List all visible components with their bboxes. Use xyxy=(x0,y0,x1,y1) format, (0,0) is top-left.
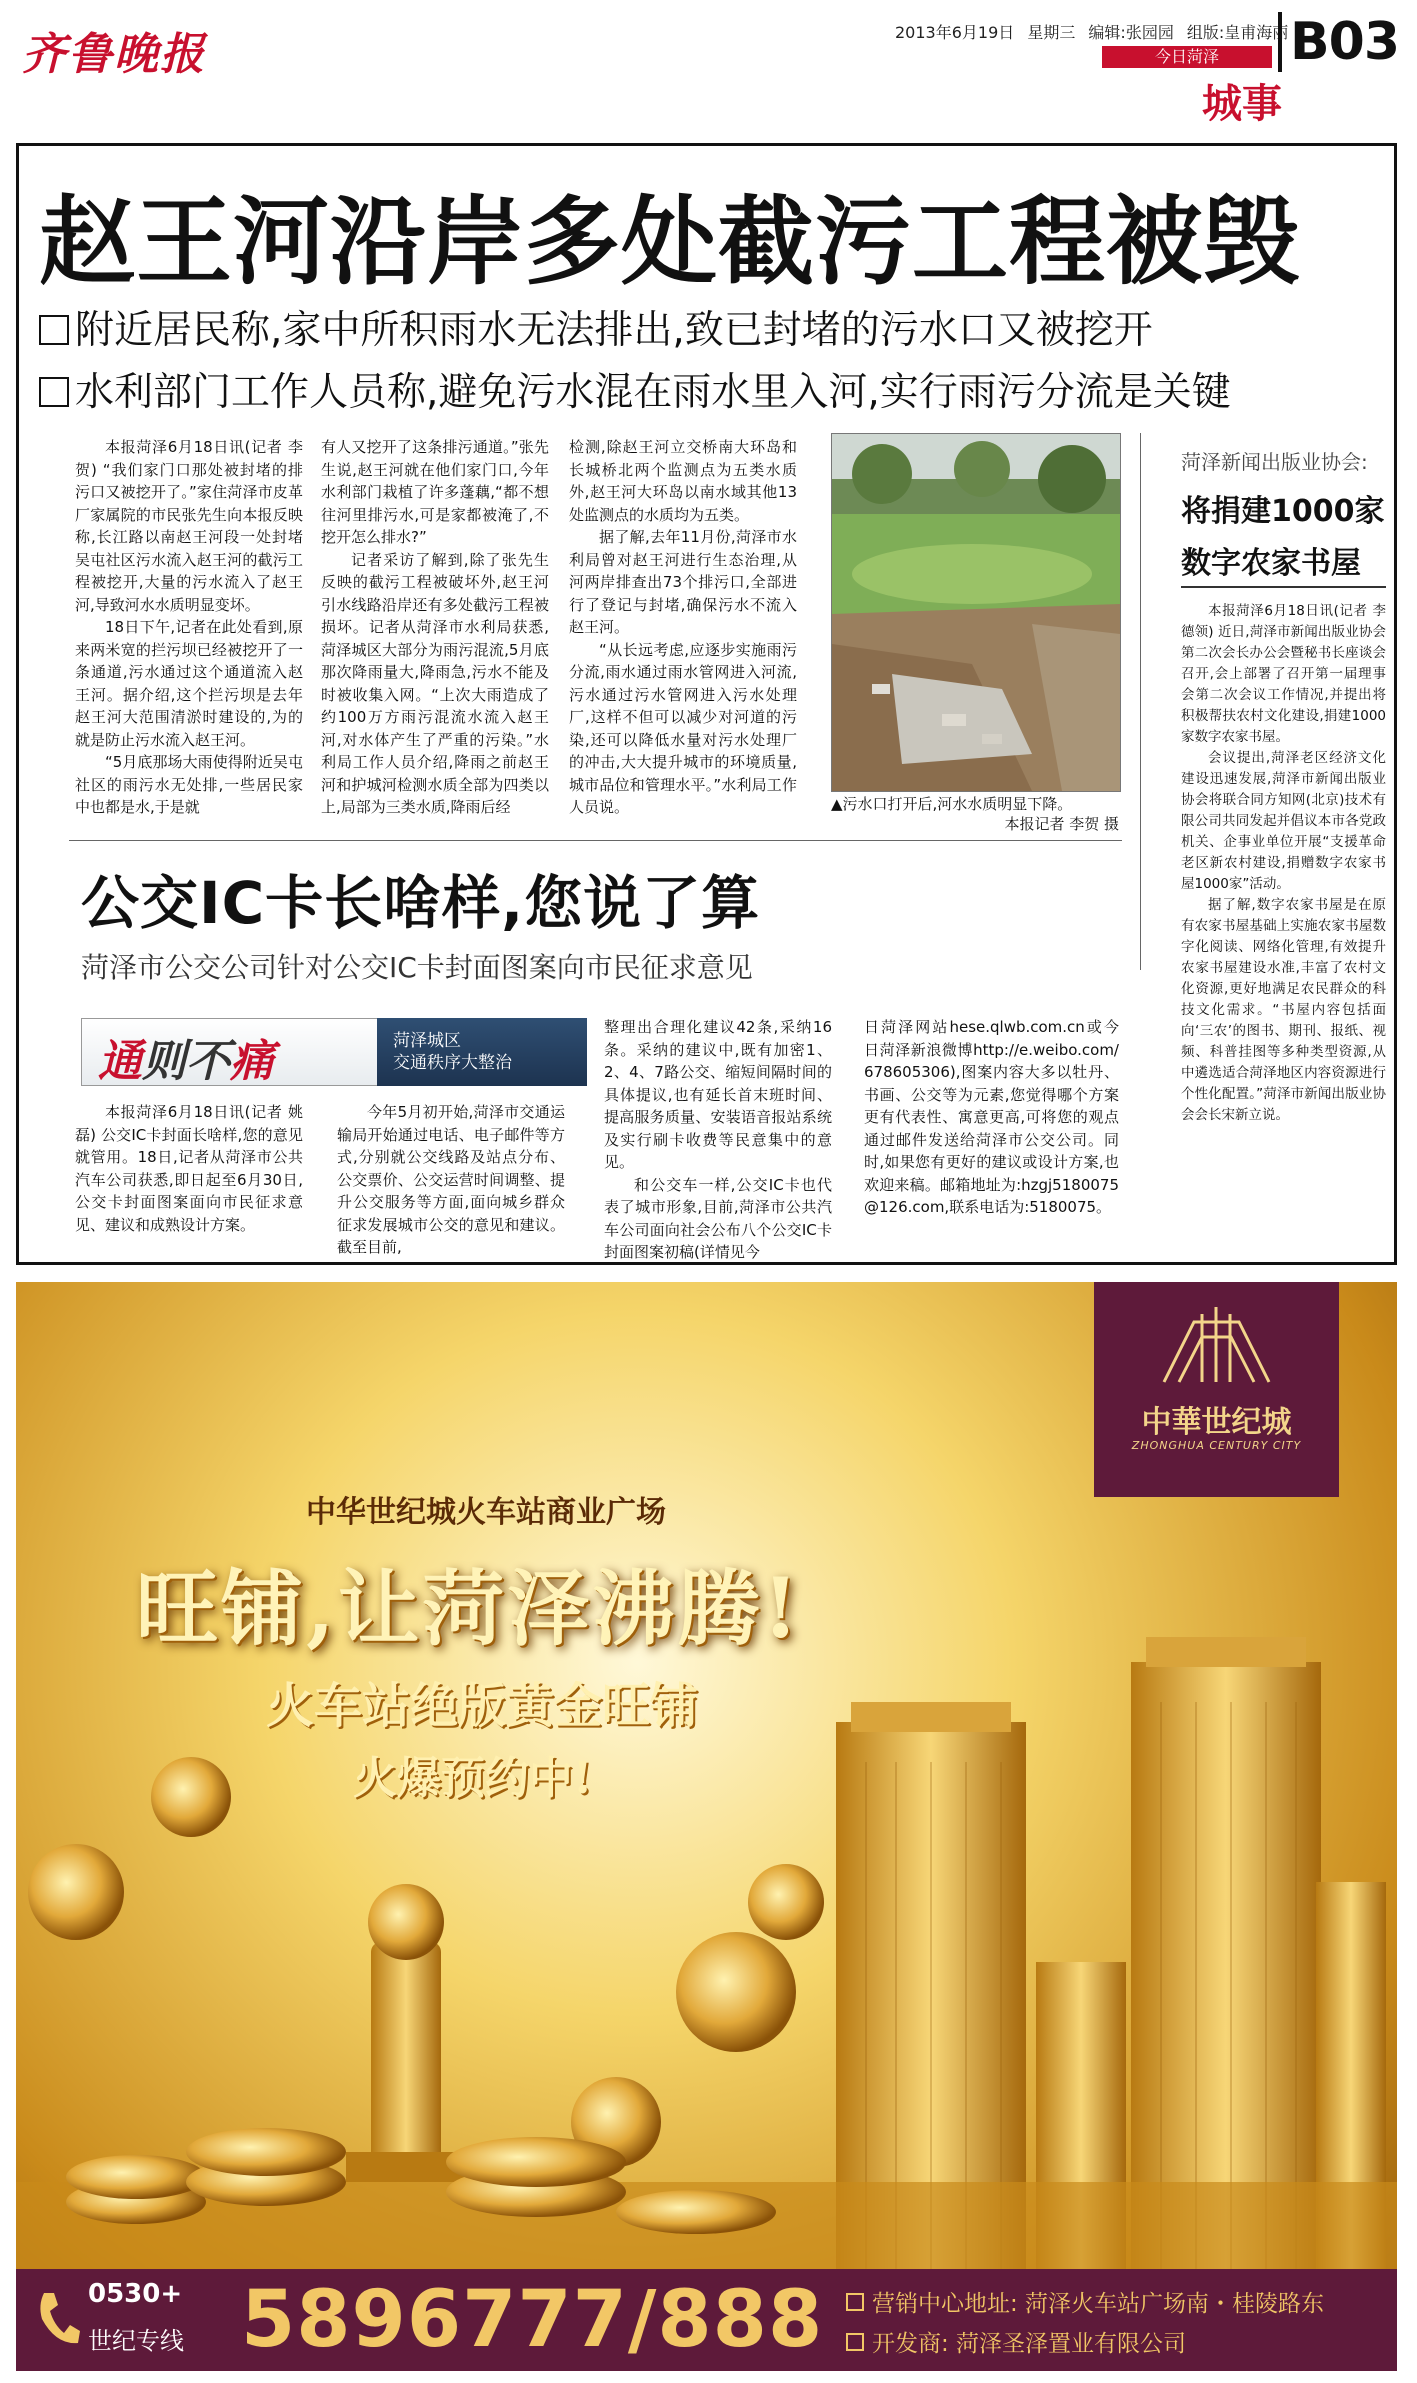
sidebar-title-line1: 将捐建1000家 xyxy=(1181,494,1385,529)
section-title: 城事 xyxy=(1202,81,1282,127)
sales-address-text: 营销中心地址: 菏泽火车站广场南・桂陵路东 xyxy=(872,2291,1325,2317)
paragraph: “从长远考虑,应逐步实施雨污分流,雨水通过雨水管网进入河流,污水通过污水管网进入污水处理厂,这样不但可以减少对河道的污染,还可以降低水量对污水处理厂的冲击,大大提升城市的环境质量,城市品位和管理水平。”水利局工作人员说。 xyxy=(569,640,797,816)
brand-logo-icon xyxy=(1094,1282,1339,1392)
banner-slogan-part: 痛 xyxy=(230,1036,274,1087)
ad-sub-slogan2: 火爆预约中! xyxy=(353,1753,593,1804)
headline-story1: 赵王河沿岸多处截污工程被毁 xyxy=(39,186,1300,298)
ad-sub-slogan1: 火车站绝版黄金旺铺 xyxy=(266,1678,699,1734)
caption-credit: 本报记者 李贺 摄 xyxy=(1004,815,1119,833)
story-divider xyxy=(69,840,1122,841)
caption-text: ▲污水口打开后,河水水质明显下降。 xyxy=(831,795,1073,813)
paragraph: 本报菏泽6月18日讯(记者 李贺) “我们家门口那处被封堵的排污口又被挖开了。”家住菏泽市皮革厂家属院的市民张先生向本报反映称,长江路以南赵王河段一处封堵吴屯社区污水流入赵王河的截污工程被挖开,大量的污水流入了赵王河,导致河水水质明显变坏。 xyxy=(75,438,303,614)
paragraph: 和公交车一样,公交IC卡也代表了城市形象,目前,菏泽市公共汽车公司面向社会公布八个公交IC卡封面图案初稿(详情见今 xyxy=(604,1175,832,1261)
banner-label-line1: 菏泽城区 xyxy=(393,1031,461,1051)
river-photo-image xyxy=(832,434,1120,791)
brand-logo-panel xyxy=(1094,1282,1339,1497)
paragraph: 本报菏泽6月18日讯(记者 李德领) 近日,菏泽市新闻出版业协会第二次会长办公会暨秘书长座谈会召开,会上部署了召开第一届理事会第二次会议工作情况,并提出将积极帮扶农村文化建设,捐建1000家数字农家书屋。 xyxy=(1181,603,1386,745)
paragraph: “5月底那场大雨使得附近吴屯社区的雨污水无处排,一些居民家中也都是水,于是就 xyxy=(75,753,303,816)
ad-kicker: 中华世纪城火车站商业广场 xyxy=(306,1495,666,1530)
developer-info-text: 开发商: 菏泽圣泽置业有限公司 xyxy=(872,2331,1187,2357)
subhead1 xyxy=(39,299,1153,355)
paragraph: 有人又挖开了这条排污通道。”张先生说,赵王河就在他们家门口,今年水利部门栽植了许多蓬藕,“都不想往河里排污水,可是家都被淹了,不挖开怎么排水?” xyxy=(321,438,549,546)
phone-icon xyxy=(36,2289,80,2349)
story2-col1 xyxy=(75,1101,303,1236)
sidebar-kicker: 菏泽新闻出版业协会: xyxy=(1181,450,1368,474)
ad-main-slogan: 旺铺,让菏泽沸腾! xyxy=(136,1561,802,1657)
real-estate-ad xyxy=(16,1282,1397,2371)
square-bullet-icon xyxy=(846,2293,864,2311)
river-photo xyxy=(831,433,1121,792)
paragraph: 整理出合理化建议42条,采纳16条。采纳的建议中,既有加密1、2、4、7路公交、缩短间隔时间的具体提议,也有延长首末班时间、提高服务质量、安装语音报站系统及实行刷卡收费等民意集中的意见。 xyxy=(604,1018,832,1171)
masthead-logo: 齐鲁晚报 xyxy=(22,29,206,80)
story2-col2 xyxy=(337,1101,565,1259)
section-label: 今日菏泽 xyxy=(1102,46,1272,68)
developer-info xyxy=(846,2325,1186,2358)
paragraph: 据了解,去年11月份,菏泽市水利局曾对赵王河进行生态治理,从河两岸排查出73个排污口,全部进行了登记与封堵,确保污水不流入赵王河。 xyxy=(569,528,797,636)
sales-address xyxy=(846,2285,1324,2318)
paragraph: 会议提出,菏泽老区经济文化建设迅速发展,菏泽市新闻出版业协会将联合同方知网(北京)技术有限公司共同发起并倡议本市各党政机关、企事业单位开展“支援革命老区新农村建设,捐赠数字农家书屋1000家”活动。 xyxy=(1181,750,1386,892)
story1-col2 xyxy=(321,436,549,819)
headline-story2: 公交IC卡长啥样,您说了算 xyxy=(81,869,761,937)
traffic-campaign-banner xyxy=(81,1018,379,1086)
brand-logo-en: ZHONGHUA CENTURY CITY xyxy=(1131,1439,1302,1452)
paragraph: 据了解,数字农家书屋是在原有农家书屋基础上实施农家书屋数字化阅读、网络化管理,有效提升农家书屋建设水准,丰富了农村文化资源,更好地满足农民群众的科技文化需求。“书屋内容包括面向‘三农’的图书、期刊、报纸、视频、科普挂图等多种类型资源,从中遴选适合菏泽地区内容资源进行个性化配置。”菏泽市新闻出版业协会会长宋新立说。 xyxy=(1181,897,1386,1123)
square-bullet-icon xyxy=(846,2333,864,2351)
page-code: B03 xyxy=(1278,12,1399,72)
phone-prefix: 0530+ xyxy=(88,2279,183,2309)
paragraph: 本报菏泽6月18日讯(记者 姚磊) 公交IC卡封面长啥样,您的意见就管用。18日,记者从菏泽市公共汽车公司获悉,即日起至6月30日,公交卡封面图案面向市民征求意见、建议和成熟设计方案。 xyxy=(75,1103,303,1234)
subhead2-text: 水利部门工作人员称,避免污水混在雨水里入河,实行雨污分流是关键 xyxy=(75,370,1231,415)
subhead2 xyxy=(39,361,1231,417)
banner-slogan xyxy=(98,1025,274,1089)
subhead-story2: 菏泽市公交公司针对公交IC卡封面图案向市民征求意见 xyxy=(81,951,753,984)
traffic-campaign-label xyxy=(377,1018,587,1086)
sidebar-body xyxy=(1181,601,1386,1126)
checkbox-bullet-icon xyxy=(39,315,69,345)
date-line: 2013年6月19日 星期三 编辑:张园园 组版:皇甫海丽 xyxy=(895,23,1289,42)
sidebar-rule xyxy=(1181,586,1386,588)
sidebar-title-line2: 数字农家书屋 xyxy=(1181,546,1361,581)
story1-col1 xyxy=(75,436,303,819)
story2-col4 xyxy=(864,1016,1119,1219)
banner-label-line2: 交通秩序大整治 xyxy=(393,1053,512,1073)
ad-contact-bar xyxy=(16,2269,1397,2371)
phone-number: 5896777/888 xyxy=(241,2275,824,2365)
paragraph: 日菏泽网站hese.qlwb.com.cn或今日菏泽新浪微博http://e.weibo.com/678605306),图案内容大多以牡丹、书画、公交等为元素,您觉得哪个方案更有代表性、寓意更高,可将您的观点通过邮件发送给菏泽市公交公司。同时,如果您有更好的建议或设计方案,也欢迎来稿。邮箱地址为:hzgj5180075@126.com,联系电话为:5180075。 xyxy=(864,1018,1119,1216)
banner-slogan-part: 则不 xyxy=(142,1036,230,1087)
paragraph: 18日下午,记者在此处看到,原来两米宽的拦污坝已经被挖开了一条通道,污水通过这个通道流入赵王河。据介绍,这个拦污坝是去年赵王河大范围清淤时建设的,为的就是防止污水流入赵王河。 xyxy=(75,618,303,749)
story1-col3 xyxy=(569,436,797,819)
photo-caption xyxy=(831,794,1119,834)
paragraph: 记者采访了解到,除了张先生反映的截污工程被破坏外,赵王河引水线路沿岸还有多处截污工程被损坏。记者从菏泽市水利局获悉,菏泽城区大部分为雨污混流,5月底那次降雨量大,降雨急,污水不能及时被收集入网。“上次大雨造成了约100万方雨污混流水流入赵王河,对水体产生了严重的污染。”水利局工作人员介绍,降雨之前赵王河和护城河检测水质全部为四类以上,局部为三类水质,降雨后经 xyxy=(321,550,549,816)
phone-label: 世纪专线 xyxy=(88,2327,184,2355)
subhead1-text: 附近居民称,家中所积雨水无法排出,致已封堵的污水口又被挖开 xyxy=(75,308,1153,353)
paragraph: 今年5月初开始,菏泽市交通运输局开始通过电话、电子邮件等方式,分别就公交线路及站点分布、公交票价、公交运营时间调整、提升公交服务等方面,面向城乡群众征求发展城市公交的意见和建议。截至目前, xyxy=(337,1103,565,1256)
brand-logo-cn: 中華世纪城 xyxy=(1141,1405,1292,1440)
story2-col3 xyxy=(604,1016,832,1264)
column-divider xyxy=(1140,433,1141,970)
checkbox-bullet-icon xyxy=(39,377,69,407)
banner-slogan-part: 通 xyxy=(98,1036,142,1087)
news-frame xyxy=(16,143,1397,1265)
paragraph: 检测,除赵王河立交桥南大环岛和长城桥北两个监测点为五类水质外,赵王河大环岛以南水域其他13处监测点的水质均为五类。 xyxy=(569,438,797,524)
